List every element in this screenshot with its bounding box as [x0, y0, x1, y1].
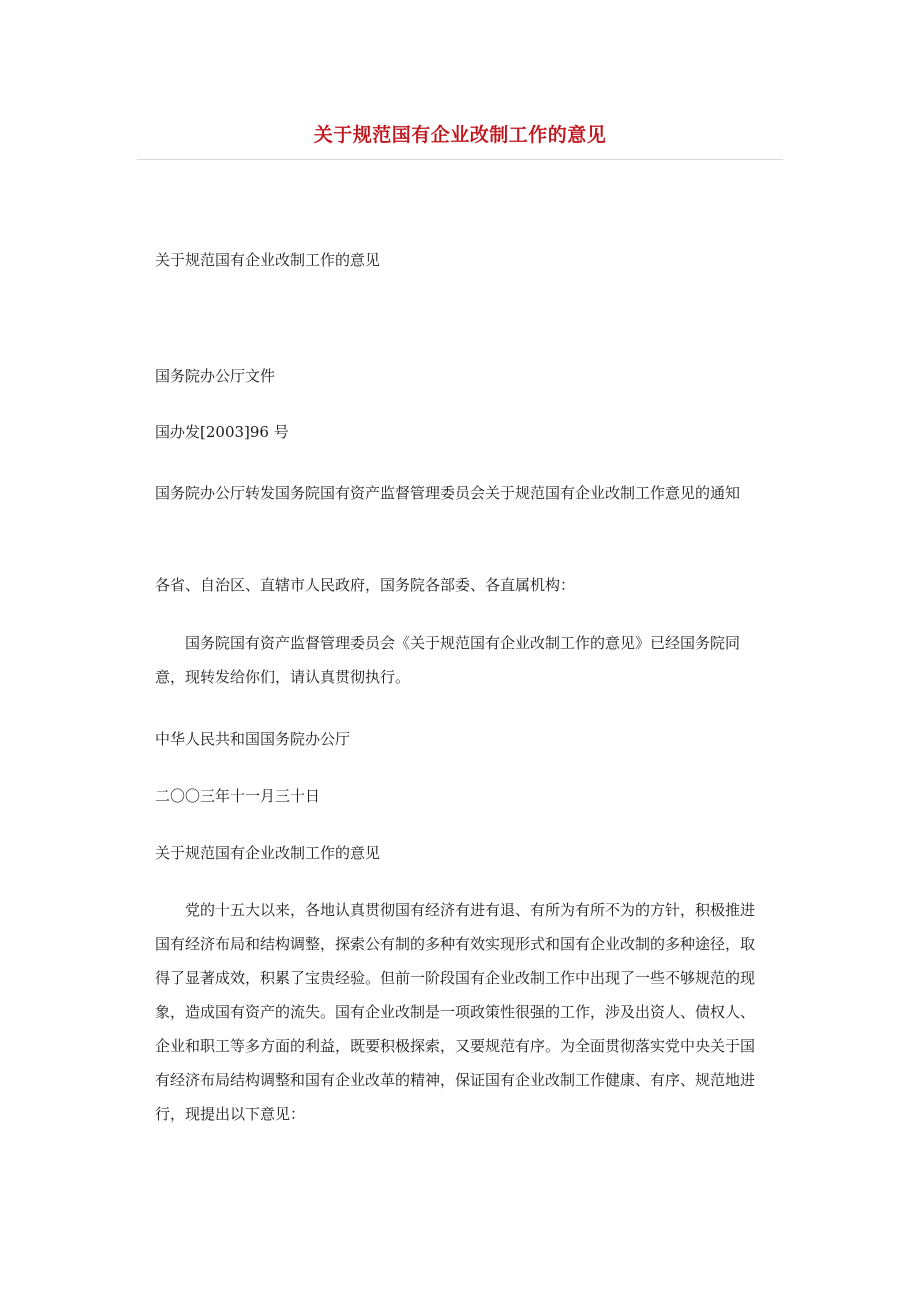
title-divider [137, 159, 783, 160]
issuing-office: 中华人民共和国国务院办公厅 [155, 730, 351, 748]
notice-title: 国务院办公厅转发国务院国有资产监督管理委员会关于规范国有企业改制工作意见的通知 [155, 484, 741, 502]
forwarding-paragraph: 国务院国有资产监督管理委员会《关于规范国有企业改制工作的意见》已经国务院同意，现转发给你们，请认真贯彻执行。 [155, 634, 741, 686]
opinion-title: 关于规范国有企业改制工作的意见 [155, 844, 381, 862]
doc-subtitle: 关于规范国有企业改制工作的意见 [155, 251, 381, 269]
issuer-line: 国务院办公厅文件 [155, 367, 276, 385]
issue-date: 二〇〇三年十一月三十日 [155, 787, 321, 805]
addressee-line: 各省、自治区、直辖市人民政府，国务院各部委、各直属机构： [155, 576, 576, 594]
page-title: 关于规范国有企业改制工作的意见 [313, 124, 607, 146]
document-number: 国办发[2003]96 号 [155, 423, 289, 441]
body-paragraph: 党的十五大以来，各地认真贯彻国有经济有进有退、有所为有所不为的方针，积极推进国有经济布局和结构调整，探索公有制的多种有效实现形式和国有企业改制的多种途径，取得了显著成效，积累了宝贵经验。但前一阶段国有企业改制工作中出现了一些不够规范的现象，造成国有资产的流失。国有企业改制是一项政策性很强的工作，涉及出资人、债权人、企业和职工等多方面的利益，既要积极探索，又要规范有序。为全面贯彻落实党中央关于国有经济布局结构调整和国有企业改革的精神，保证国有企业改制工作健康、有序、规范地进行，现提出以下意见： [155, 901, 756, 1123]
